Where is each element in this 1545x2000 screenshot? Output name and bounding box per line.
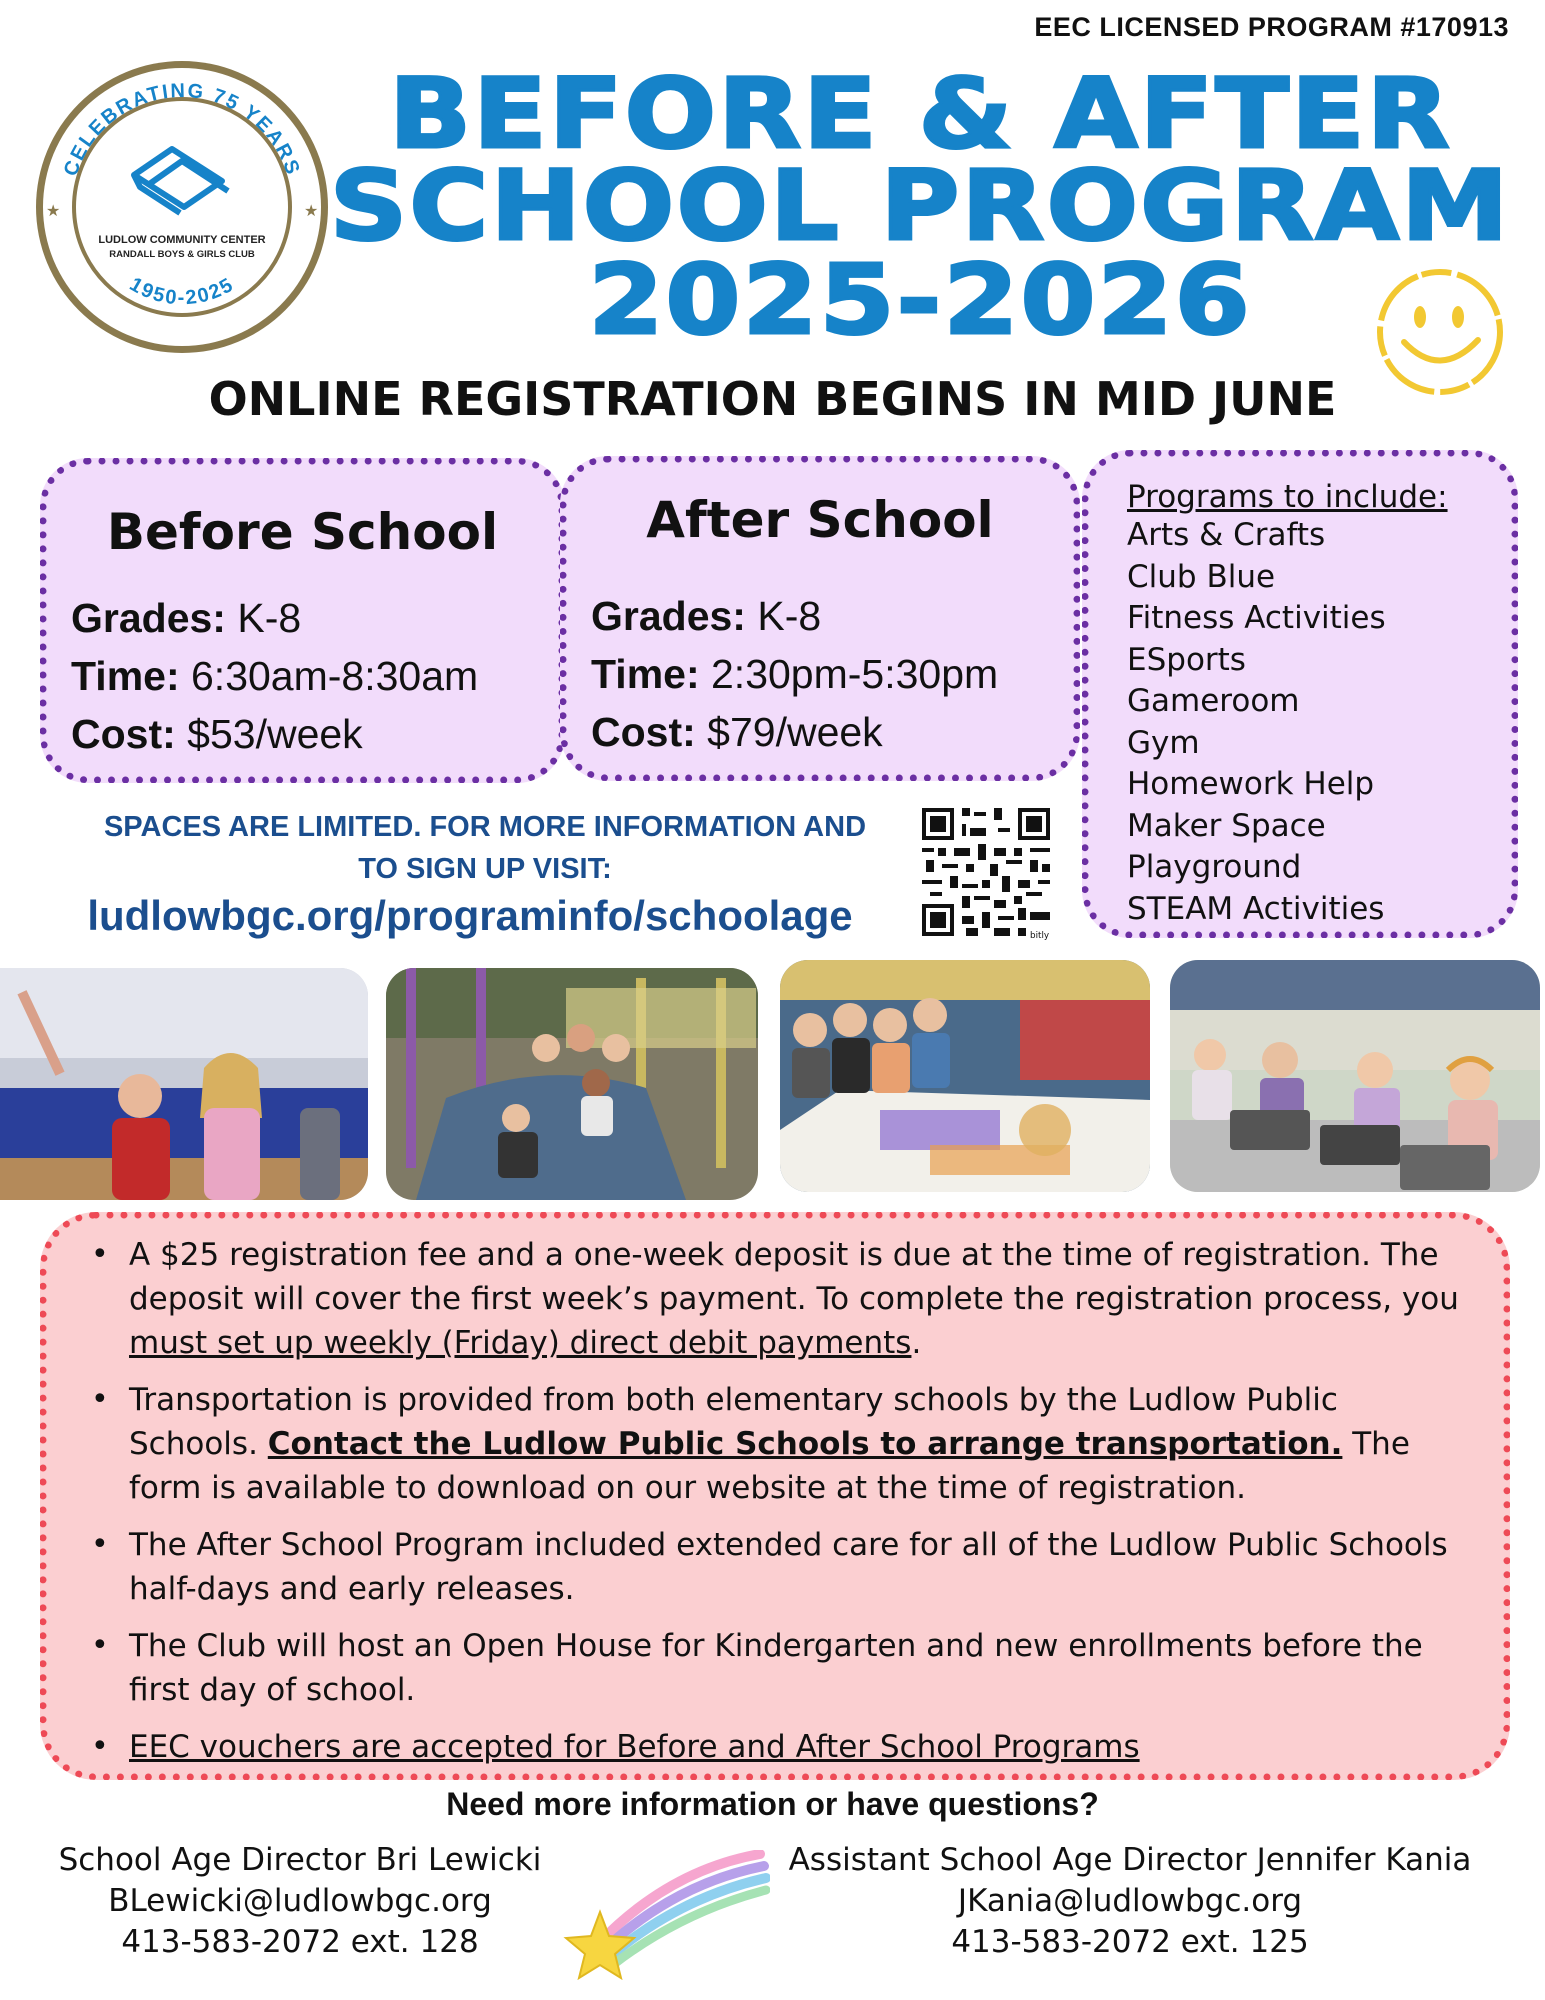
program-item: ESports (1127, 641, 1246, 678)
note-open-house: • The Club will host an Open House for Kindergarten and new enrollments before the first day of school. (87, 1624, 1463, 1712)
after-cost: Cost: $79/week (591, 709, 883, 755)
photo-gym-kids (0, 968, 368, 1200)
before-cost: Cost: $53/week (71, 711, 363, 757)
title-line-1: BEFORE & AFTER (388, 58, 1452, 170)
note-transportation: • Transportation is provided from both elementary schools by the Ludlow Public Schools. Contact the Ludlow Public Schools to arrange transportation. The form is available to download on our website at the time of registration. (87, 1378, 1463, 1510)
program-item: STEAM Activities (1127, 890, 1385, 927)
program-item: Gym (1127, 724, 1200, 761)
before-time: Time: 6:30am-8:30am (71, 653, 479, 699)
photo-playground-slide (386, 968, 758, 1200)
photo-computer-lab (1170, 960, 1540, 1192)
after-school-heading: After School (646, 491, 994, 549)
after-school-box (560, 456, 1080, 781)
registration-subheading: ONLINE REGISTRATION BEGINS IN MID JUNE (208, 372, 1337, 426)
questions-heading: Need more information or have questions? (446, 1786, 1099, 1822)
program-item: Club Blue (1127, 558, 1276, 595)
contact-director (20, 1840, 580, 1963)
logo-name-line1: LUDLOW COMMUNITY CENTER (98, 234, 266, 246)
svg-text:★: ★ (304, 201, 319, 220)
registration-notes-list (47, 1219, 1503, 1769)
programs-box (1082, 450, 1518, 938)
assistant-title: Assistant School Age Director Jennifer Kania (788, 1842, 1472, 1878)
program-item: Gameroom (1127, 683, 1300, 719)
director-email[interactable]: BLewicki@ludlowbgc.org (108, 1883, 492, 1919)
before-grades: Grades: K-8 (71, 595, 302, 641)
assistant-phone: 413-583-2072 ext. 125 (951, 1924, 1309, 1960)
assistant-email[interactable]: JKania@ludlowbgc.org (957, 1883, 1303, 1919)
logo-arc-top: CELEBRATING 75 YEARS (59, 79, 305, 179)
title-line-2: SCHOOL PROGRAM (329, 150, 1511, 262)
programs-heading: Programs to include: (1127, 479, 1448, 515)
contact-assistant-director (760, 1840, 1500, 1963)
logo-name-line2: RANDALL BOYS & GIRLS CLUB (109, 249, 255, 260)
license-number: EEC LICENSED PROGRAM #170913 (1034, 12, 1509, 42)
spaces-limited-note: SPACES ARE LIMITED. FOR MORE INFORMATION AND TO SIGN UP VISIT: (103, 811, 867, 885)
program-item: Maker Space (1127, 807, 1326, 844)
shooting-star-icon (560, 1850, 770, 1980)
program-item: Fitness Activities (1127, 600, 1386, 636)
svg-text:★: ★ (46, 201, 61, 220)
program-item: Homework Help (1127, 766, 1375, 802)
qr-tag: bitly (1030, 931, 1050, 940)
program-item: Playground (1127, 849, 1302, 885)
before-school-box (40, 458, 565, 783)
signup-link[interactable]: ludlowbgc.org/programinfo/schoolage (87, 892, 853, 939)
director-title: School Age Director Bri Lewicki (58, 1842, 542, 1878)
note-registration-fee: • A $25 registration fee and a one-week deposit is due at the time of registration. The deposit will cover the first week’s payment. To complete the registration process, you must set up weekly (Friday) direct debit payments. (87, 1233, 1463, 1365)
program-item: Arts & Crafts (1127, 517, 1326, 553)
registration-notes-box (40, 1212, 1510, 1780)
after-grades: Grades: K-8 (591, 593, 822, 639)
note-eec-vouchers: • EEC vouchers are accepted for Before and After School Programs (87, 1725, 1463, 1769)
title-line-3: 2025-2026 (588, 244, 1252, 356)
note-extended-care: • The After School Program included extended care for all of the Ludlow Public Schools half-days and early releases. (87, 1523, 1463, 1611)
photo-art-project (780, 960, 1150, 1192)
qr-code[interactable] (918, 804, 1054, 940)
after-time: Time: 2:30pm-5:30pm (591, 651, 999, 697)
club-logo (32, 57, 332, 357)
before-school-heading: Before School (106, 503, 499, 561)
logo-arc-bottom: 1950-2025 (125, 273, 239, 310)
programs-list (1127, 515, 1511, 930)
director-phone: 413-583-2072 ext. 128 (121, 1924, 479, 1960)
